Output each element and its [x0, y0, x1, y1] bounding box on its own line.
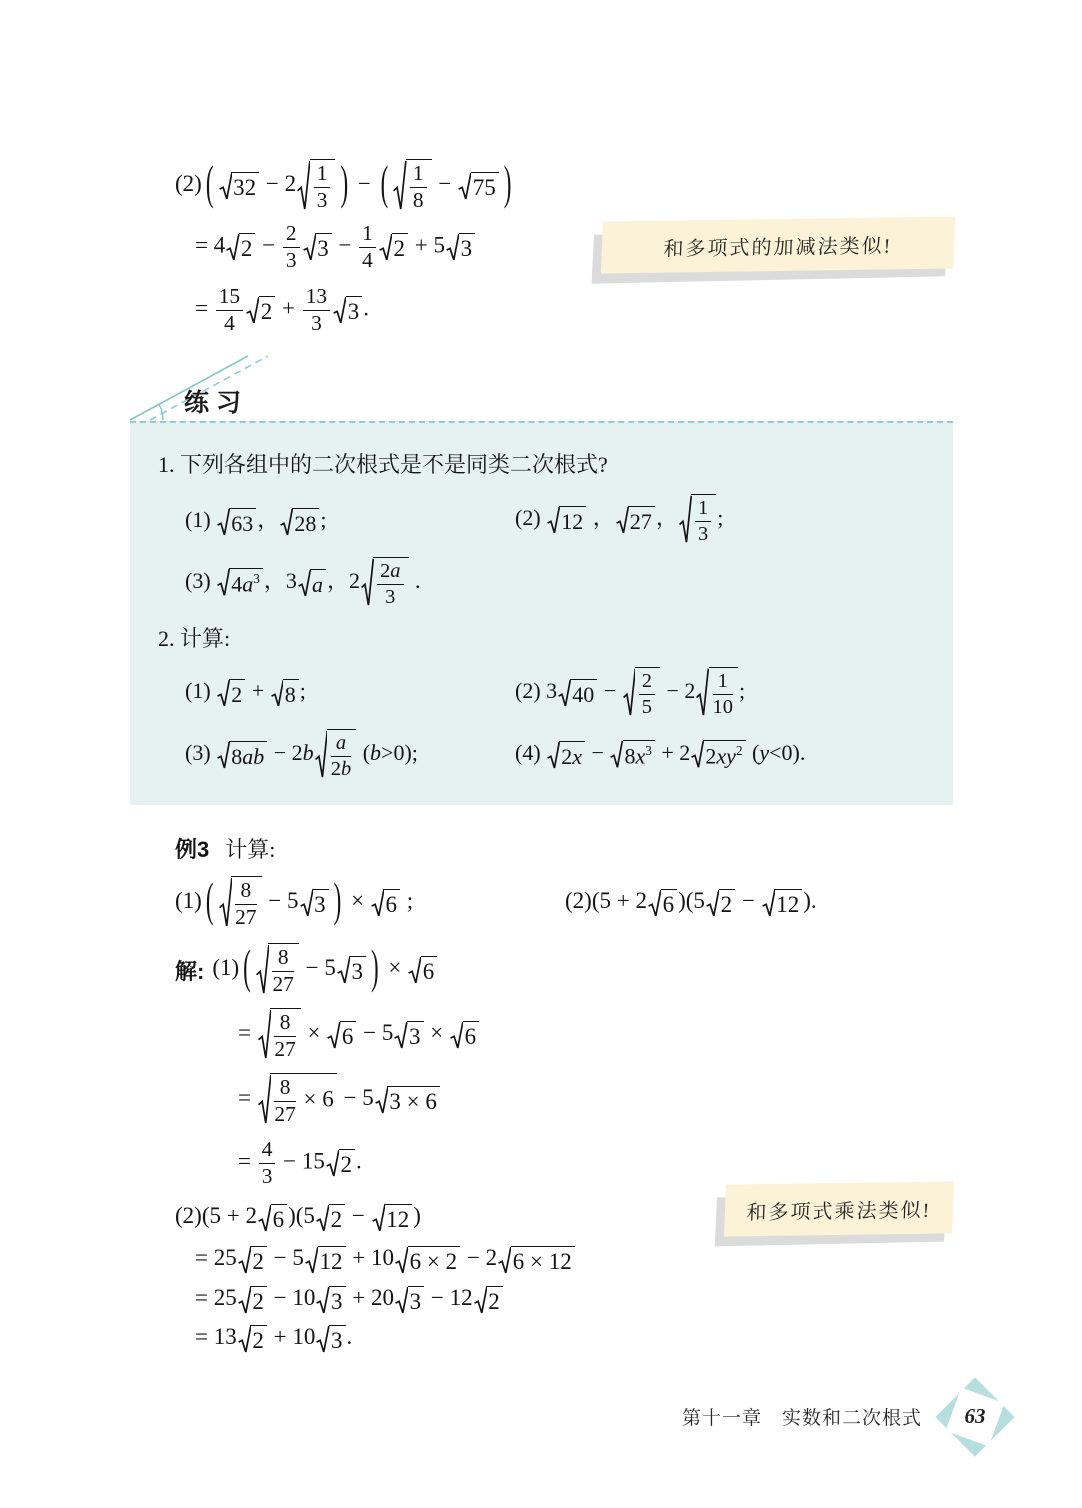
- radical-sign: $\frac{2a}{3}$: [361, 557, 409, 609]
- formula-line: [175, 157, 515, 212]
- example3-solution-line: = $\frac{8}{27}$ × 6 − 5 3 × 6: [238, 1013, 480, 1057]
- radical-sign: 3: [337, 956, 366, 985]
- radical-sign: $\frac{1}{10}$: [696, 667, 738, 719]
- radical-sign: 6 × 2: [395, 1246, 460, 1275]
- radical-sign: 40: [558, 679, 597, 708]
- radical-sign: 2: [238, 1246, 267, 1275]
- radical-sign: 2: [246, 296, 275, 325]
- practice-q2-prompt: 2. 计算:: [158, 626, 231, 651]
- solution-label: 解:: [175, 958, 205, 984]
- radical-sign: $2xy^2$: [691, 740, 745, 769]
- note-text: 和多项式的加减法类似!: [601, 217, 955, 274]
- radical-sign: 2: [226, 233, 255, 262]
- practice-q2-item-4: (4) 2x − $8x^3$ + 2 $2xy^2$ (y<0).: [515, 740, 806, 769]
- radical-sign: 2: [238, 1286, 267, 1315]
- page-number: 63: [964, 1404, 986, 1428]
- radical-sign: 3: [300, 889, 329, 918]
- radical-sign: $4a^3$: [217, 568, 263, 597]
- example3-title: 计算:: [225, 837, 276, 862]
- radical-sign: 2: [379, 233, 408, 262]
- footer-chapter: 第十一章 实数和二次根式: [681, 1408, 922, 1429]
- practice-q1-item-3: (3) $4a^3$ ，3 a ，2 $\frac{2a}{3}$ .: [185, 561, 421, 605]
- example3-solution-line: = 13 2 + 10 3 .: [195, 1324, 353, 1353]
- radical-sign: 28: [280, 508, 319, 537]
- formula: = $\frac{15}{4}$ 2 + $\frac{13}{3}$ 3 .: [195, 283, 369, 335]
- radical-sign: a: [298, 569, 326, 598]
- radical-sign: 2: [316, 1204, 345, 1233]
- radical-sign: 27: [616, 506, 655, 535]
- example3-solution-line: (2)(5 + 2 6 )(5 2 − 12 ): [175, 1203, 421, 1232]
- radical-sign: $\frac{8}{27}$: [258, 1008, 301, 1062]
- radical-sign: $\frac{8}{27}$: [256, 943, 299, 997]
- radical-sign: 6: [450, 1021, 479, 1050]
- radical-sign: 3 × 6: [375, 1086, 440, 1115]
- radical-sign: 12: [547, 506, 586, 535]
- radical-sign: $\frac{1}{3}$: [297, 159, 335, 213]
- example3-heading: [175, 833, 275, 864]
- example3-solution-line: = 25 2 − 10 3 + 20 3 − 12 2: [195, 1278, 504, 1322]
- radical-sign: 6: [327, 1021, 356, 1050]
- radical-sign: 3: [446, 233, 475, 262]
- practice-q1-item-1: (1) 63 ， 28 ;: [185, 507, 327, 536]
- radical-sign: 3: [333, 296, 362, 325]
- practice-q2-item-2: (2) 3 40 − $\frac{2}{5}$ − 2 $\frac{1}{10}$ ;: [515, 671, 745, 715]
- note-text: 和多项式乘法类似!: [724, 1181, 954, 1236]
- practice-section: [130, 421, 953, 805]
- radical-sign: 75: [458, 172, 499, 201]
- practice-title: 练 习: [184, 389, 241, 417]
- example3-solution-line: = $\frac{4}{3}$ − 15 2 .: [238, 1136, 362, 1188]
- radical-sign: $\frac{a}{2b}$: [315, 729, 357, 781]
- radical-sign: 2: [217, 679, 245, 708]
- radical-sign: 2: [238, 1325, 267, 1354]
- practice-q2-item-3: (3) 8ab − 2b $\frac{a}{2b}$ (b>0);: [185, 733, 418, 777]
- radical-sign: $\frac{2}{5}$: [623, 667, 660, 719]
- radical-sign: 6: [648, 889, 677, 918]
- radical-sign: 2: [326, 1149, 355, 1178]
- radical-sign: 2: [706, 889, 735, 918]
- radical-sign: $8x^3$: [610, 740, 654, 769]
- example3-label: 例3: [175, 837, 210, 862]
- radical-sign: $\frac{8}{27}$: [219, 876, 262, 930]
- radical-sign: 6: [258, 1204, 287, 1233]
- radical-sign: 2: [474, 1286, 503, 1315]
- radical-sign: 32: [219, 172, 260, 201]
- radical-sign: 6: [371, 889, 400, 918]
- radical-sign: 12: [372, 1204, 413, 1233]
- example3-problem-2: (2)(5 + 2 6 )(5 2 − 12 ).: [565, 888, 817, 917]
- formula: = 4 2 − $\frac{2}{3}$ 3 − $\frac{1}{4}$ 2 + 5 3: [195, 222, 476, 273]
- formula-line: [195, 283, 369, 335]
- radical-sign: 3: [316, 1286, 345, 1315]
- formula-line: [195, 220, 476, 272]
- radical-sign: 12: [305, 1246, 346, 1275]
- radical-sign: 3: [395, 1286, 424, 1315]
- practice-q1-prompt: 1. 下列各组中的二次根式是不是同类二次根式?: [158, 452, 608, 477]
- radical-sign: 6: [408, 956, 437, 985]
- radical-sign: 63: [217, 508, 256, 537]
- margin-note-multiplication: [725, 1183, 953, 1235]
- radical-sign: 2x: [547, 741, 585, 770]
- radical-sign: 3: [394, 1021, 423, 1050]
- radical-sign: $\frac{1}{3}$: [679, 494, 716, 546]
- margin-note-addition: [602, 219, 954, 271]
- formula: (2) ( 32 − 2 $\frac{1}{3}$ ) − ( $\frac{1}{8}$ − 75 ): [175, 157, 512, 212]
- radical-sign: $\frac{8}{27}$ × 6: [258, 1073, 337, 1127]
- radical-sign: $\frac{1}{8}$: [393, 159, 431, 213]
- example3-solution-line: = 25 2 − 5 12 + 10 6 × 2 − 2 6 × 12: [195, 1238, 576, 1282]
- practice-q1-item-2: (2) 12 ， 27 ， $\frac{1}{3}$ ;: [515, 498, 723, 542]
- example3-problem-1: (1) ( $\frac{8}{27}$ − 5 3 ) × 6 ;: [175, 874, 414, 929]
- radical-sign: 8: [271, 679, 299, 708]
- radical-sign: 8ab: [217, 741, 267, 770]
- radical-sign: 6 × 12: [498, 1246, 575, 1275]
- radical-sign: 12: [762, 889, 803, 918]
- example3-solution-line: = $\frac{8}{27}$ × 6 − 5 3 × 6: [238, 1078, 441, 1122]
- radical-sign: 3: [316, 1325, 345, 1354]
- practice-q2-item-1: (1) 2 + 8 ;: [185, 678, 306, 707]
- example3-solution-line: 解: (1) ( $\frac{8}{27}$ − 5 3 ) × 6: [175, 948, 438, 992]
- radical-sign: 3: [303, 233, 332, 262]
